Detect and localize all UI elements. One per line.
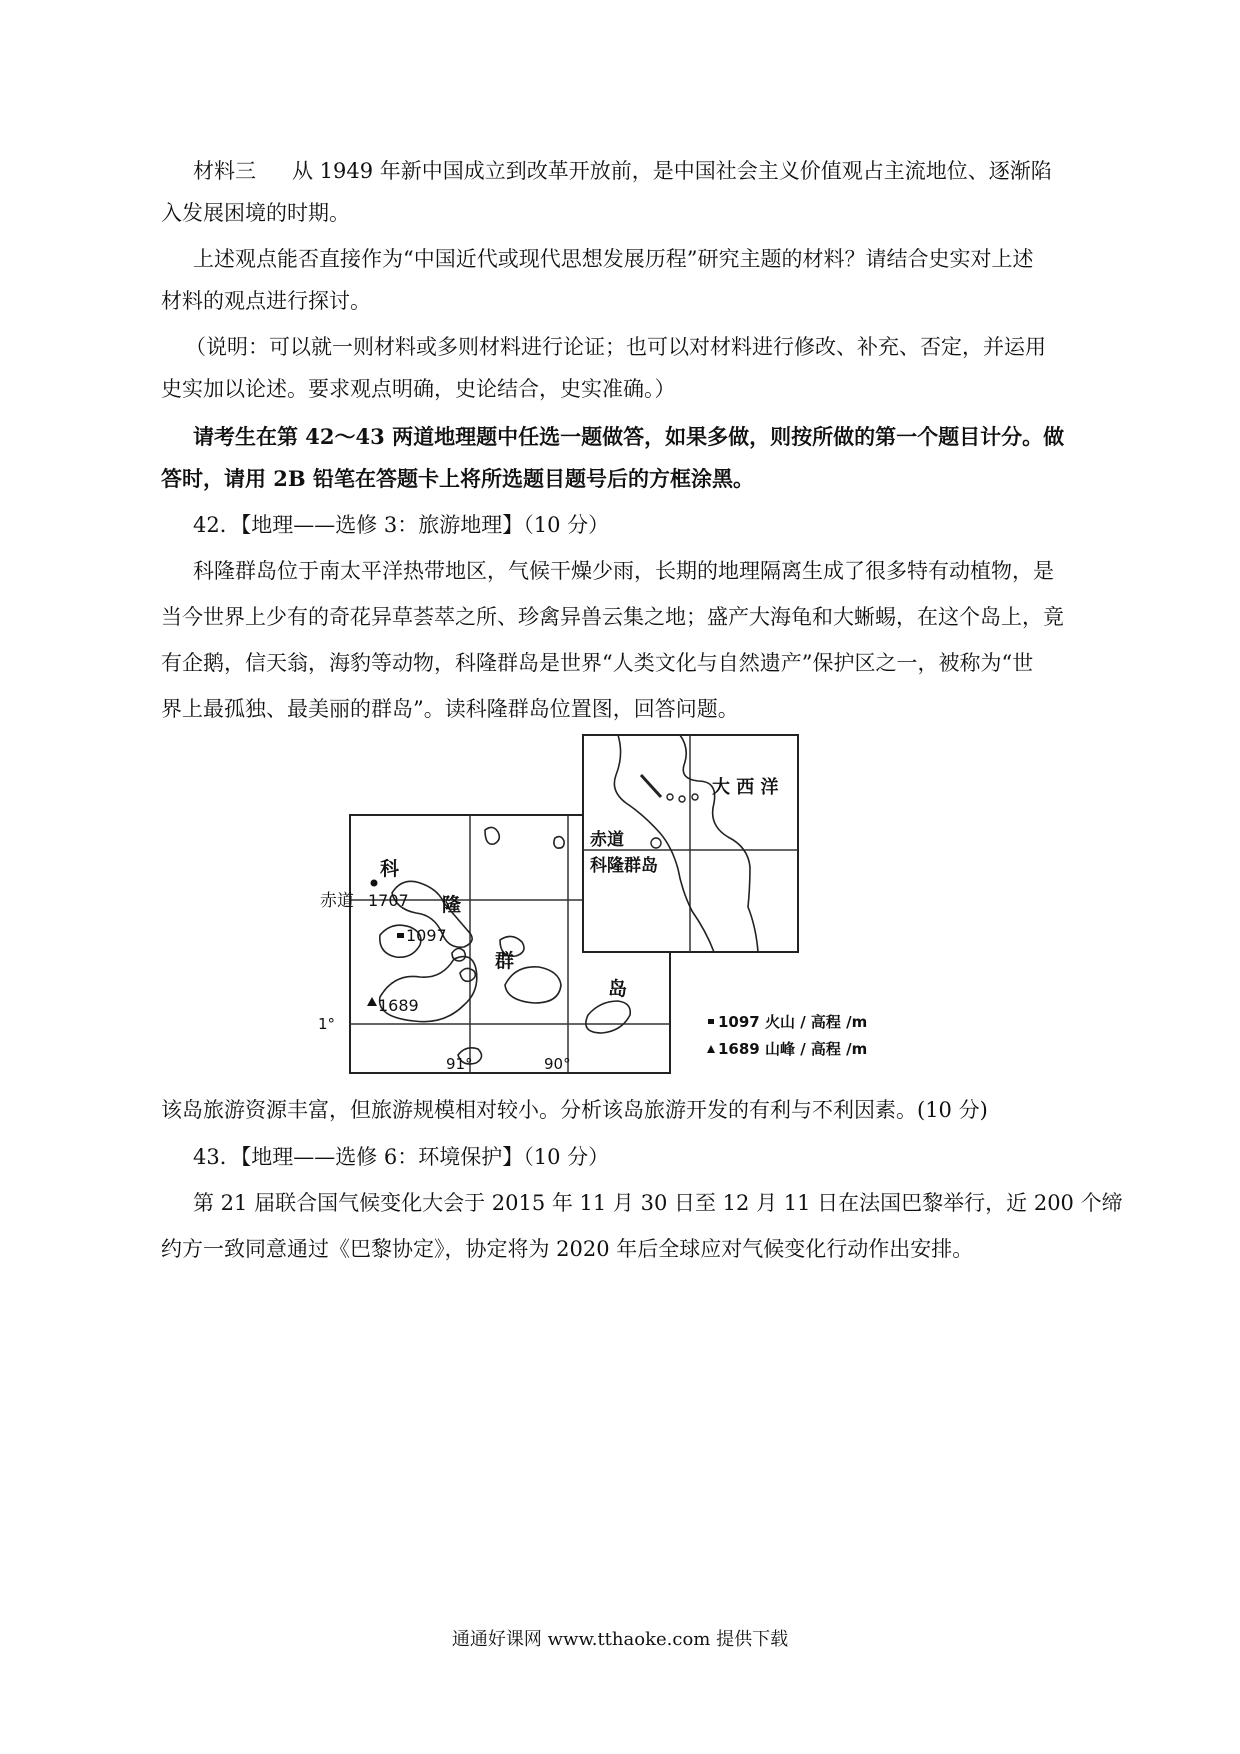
summit-marker-1707	[371, 880, 378, 887]
small-island-2	[452, 948, 465, 961]
note-line2: 史实加以论述。要求观点明确，史论结合，史实准确。）	[161, 377, 676, 401]
q42-para-line2: 当今世界上少有的奇花异草荟萃之所、珍禽异兽云集之地；盛产大海龟和大蜥蜴，在这个岛上，竟	[161, 605, 1064, 629]
instruction-line1: 请考生在第 42～43 两道地理题中任选一题做答，如果多做，则按所做的第一个题目计分。做	[193, 424, 1065, 449]
elevation-1097: 1097	[406, 926, 447, 945]
peak-marker-1689	[367, 997, 377, 1006]
q42-title: 42．【地理——选修 3：旅游地理】（10 分）	[193, 513, 610, 537]
material3-label: 材料三	[193, 159, 256, 183]
material3-line	[193, 156, 1052, 186]
material3-text: 从 1949 年新中国成立到改革开放前，是中国社会主义价值观占主流地位、逐渐陷	[292, 159, 1052, 183]
q42-para-line1: 科隆群岛位于南太平洋热带地区，气候干燥少雨，长期的地理隔离生成了很多特有动植物，是	[193, 559, 1054, 583]
question-prompt-line1: 上述观点能否直接作为“中国近代或现代思想发展历程”研究主题的材料？请结合史实对上述	[193, 247, 1034, 271]
name-char-1: 科	[380, 858, 400, 880]
elevation-1707: 1707	[368, 891, 409, 910]
elevation-1689: 1689	[378, 996, 419, 1015]
inset-ocean-label: 大 西 洋	[712, 777, 779, 798]
question-prompt-line2: 材料的观点进行探讨。	[161, 289, 371, 313]
small-island-1	[460, 968, 475, 981]
name-char-4: 岛	[608, 978, 628, 1000]
q43-title: 43．【地理——选修 6：环境保护】（10 分）	[193, 1145, 610, 1169]
santa-cruz-island	[505, 967, 561, 1003]
note-line1: （说明：可以就一则材料或多则材料进行论证；也可以对材料进行修改、补充、否定，并运用	[185, 335, 1046, 359]
q43-para-line2: 约方一致同意通过《巴黎协定》，协定将为 2020 年后全球应对气候变化行动作出安排。	[161, 1237, 974, 1261]
lat-1-label: 1°	[318, 1015, 336, 1033]
legend-volcano-symbol	[708, 1019, 714, 1024]
lon-90-label: 90°	[544, 1055, 571, 1073]
name-char-2: 隆	[442, 894, 462, 916]
q43-para-line1: 第 21 届联合国气候变化大会于 2015 年 11 月 30 日至 12 月 11 日在法国巴黎举行，近 200 个缔	[193, 1191, 1123, 1215]
lon-91-label: 91°	[446, 1055, 473, 1073]
q42-para-line3: 有企鹅，信天翁，海豹等动物，科隆群岛是世界“人类文化与自然遗产”保护区之一，被称为“世	[161, 651, 1034, 675]
main-equator-label: 赤道	[320, 891, 354, 911]
volcano-marker-1097	[397, 933, 404, 938]
san-cristobal-island	[586, 1001, 630, 1033]
q42-para-line4: 界上最孤独、最美丽的群岛”。读科隆群岛位置图，回答问题。	[161, 697, 739, 721]
legend-volcano: 1097 火山 / 高程 /m	[718, 1013, 868, 1031]
q42-question: 该岛旅游资源丰富，但旅游规模相对较小。分析该岛旅游开发的有利与不利因素。(10 分)	[161, 1098, 988, 1122]
instruction-line2: 答时，请用 2B 铅笔在答题卡上将所选题目题号后的方框涂黑。	[161, 466, 754, 491]
page-footer: 通通好课网 www.tthaoke.com 提供下载	[451, 1629, 789, 1650]
material3-text-cont: 入发展困境的时期。	[161, 201, 350, 225]
galapagos-location-map	[318, 735, 900, 1075]
island-northeast	[554, 837, 564, 849]
name-char-3: 群	[495, 950, 515, 972]
inset-islands-label: 科隆群岛	[590, 856, 658, 876]
inset-equator-label: 赤道	[590, 830, 624, 850]
legend-peak-symbol	[707, 1045, 715, 1053]
island-north	[485, 827, 499, 844]
legend-peak: 1689 山峰 / 高程 /m	[718, 1040, 868, 1058]
